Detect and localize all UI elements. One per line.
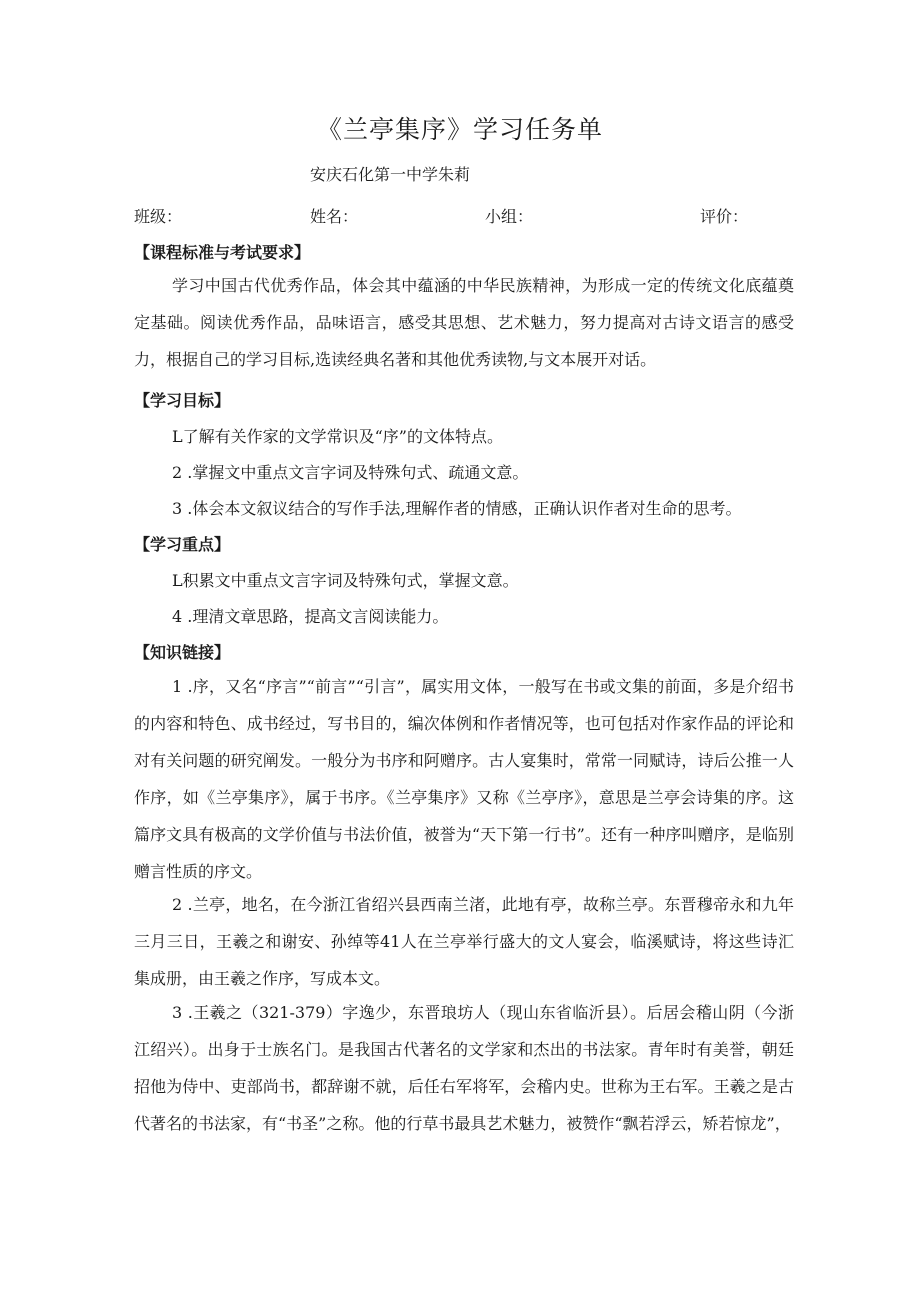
group-label: 小组： xyxy=(485,207,534,226)
goal-item: 3 .体会本文叙议结合的写作手法,理解作者的情感，正确认识作者对生命的思考。 xyxy=(172,499,742,518)
name-label: 姓名： xyxy=(310,207,359,226)
focus-item: L积累文中重点文言字词及特殊句式，掌握文意。 xyxy=(172,571,519,590)
document-title: 《兰亭集序》学习任务单 xyxy=(316,115,603,144)
link-paragraph-2: 2 .兰亭，地名，在今浙江省绍兴县西南兰渚，此地有亭，故称兰亭。东晋穆帝永和九年三月三日，王羲之和谢安、孙绰等41人在兰亭举行盛大的文人宴会，临溪赋诗，将这些诗汇集成册，由王羲之作序，写成本文。 xyxy=(134,895,794,988)
goal-item: L了解有关作家的文学常识及“序”的文体特点。 xyxy=(172,427,503,446)
standard-paragraph: 学习中国古代优秀作品，体会其中蕴涵的中华民族精神，为形成一定的传统文化底蕴奠定基础。阅读优秀作品，品味语言，感受其思想、艺术魅力，努力提高对古诗文语言的感受力，根据自己的学习目标,选读经典名著和其他优秀读物,与文本展开对话。 xyxy=(134,276,794,369)
section-heading-links: 【知识链接】 xyxy=(134,643,231,662)
focus-item: 4 .理清文章思路，提高文言阅读能力。 xyxy=(172,607,449,626)
evaluation-label: 评价： xyxy=(700,207,749,226)
section-heading-goals: 【学习目标】 xyxy=(134,391,231,410)
section-heading-focus: 【学习重点】 xyxy=(134,535,231,554)
link-paragraph-1: 1 .序，又名“序言”“前言”“引言”，属实用文体，一般写在书或文集的前面，多是介绍书的内容和特色、成书经过，写书目的，编次体例和作者情况等，也可包括对作家作品的评论和对有关问题的研究阐发。一般分为书序和阿赠序。古人宴集时，常常一同赋诗，诗后公推一人作序，如《兰亭集序》，属于书序。《兰亭集序》又称《兰亭序》，意思是兰亭会诗集的序。这篇序文具有极高的文学价值与书法价值，被誉为“天下第一行书”。还有一种序叫赠序，是临别赠言性质的序文。 xyxy=(134,677,794,881)
author-line: 安庆石化第一中学朱莉 xyxy=(310,165,471,184)
goal-item: 2 .掌握文中重点文言字词及特殊句式、疏通文意。 xyxy=(172,463,529,482)
class-label: 班级： xyxy=(134,207,183,226)
section-heading-standard: 【课程标准与考试要求】 xyxy=(134,243,311,262)
link-paragraph-3: 3 .王羲之（321-379）字逸少，东晋琅坊人（现山东省临沂县）。后居会稽山阴（今浙江绍兴）。出身于士族名门。是我国古代著名的文学家和杰出的书法家。青年时有美誉，朝廷招他为侍中、吏部尚书，都辞谢不就，后任右军将军，会稽内史。世称为王右军。王羲之是古代著名的书法家，有“书圣”之称。他的行草书最具艺术魅力，被赞作“飘若浮云，矫若惊龙”， xyxy=(134,1003,794,1133)
